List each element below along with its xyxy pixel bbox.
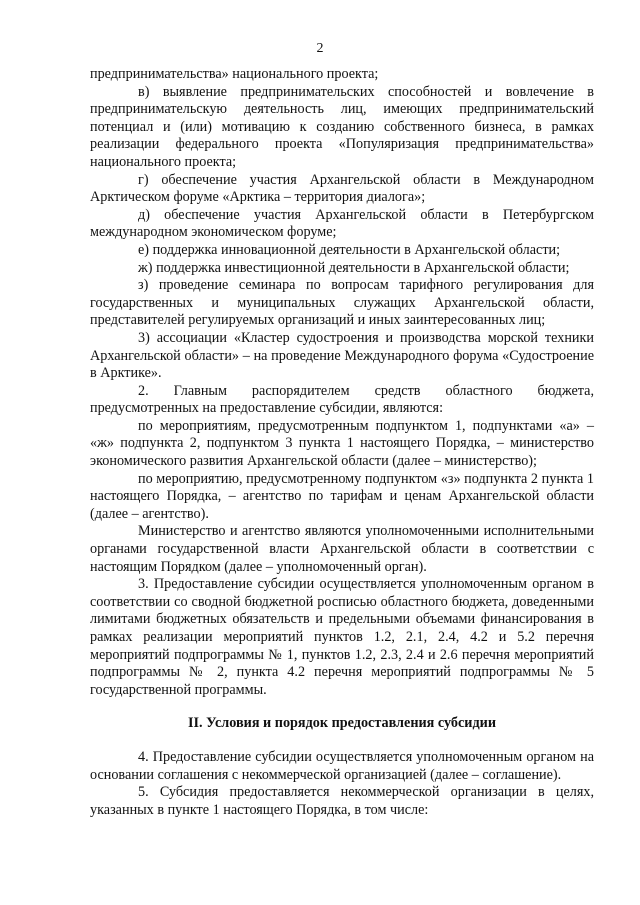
paragraph: 2. Главным распорядителем средств областного бюджета, предусмотренных на предоставление субсидии, являются: [90, 382, 594, 417]
page-number: 2 [316, 41, 324, 56]
paragraph: предпринимательства» национального проекта; [90, 66, 379, 82]
paragraph: г) обеспечение участия Архангельской области в Международном Арктическом форуме «Арктика – территория диалога»; [90, 171, 594, 206]
paragraph: 5. Субсидия предоставляется некоммерческой организации в целях, указанных в пункте 1 настоящего Порядка, в том числе: [90, 784, 594, 818]
paragraph: 4. Предоставление субсидии осуществляется уполномоченным органом на основании соглашения с некоммерческой организацией (далее – соглашение). [90, 748, 594, 783]
paragraph: ж) поддержка инвестиционной деятельности в Архангельской области; [138, 259, 570, 276]
paragraph: д) обеспечение участия Архангельской области в Петербургском международном экономическом форуме; [90, 206, 594, 241]
document-body [90, 66, 594, 819]
paragraph: 3) ассоциации «Кластер судостроения и производства морской техники Архангельской области» – на проведение Международного форума «Судостроение в Арктике». [90, 329, 594, 382]
section-title: II. Условия и порядок предоставления субсидии [187, 715, 496, 732]
paragraph: е) поддержка инновационной деятельности в Архангельской области; [138, 241, 561, 258]
paragraph: по мероприятиям, предусмотренным подпунктом 1, подпунктами «а» – «ж» подпункта 2, подпунктом 3 пункта 1 настоящего Порядка, – министерство экономического развития Архангельской области (далее – министерство); [90, 417, 594, 470]
paragraph: в) выявление предпринимательских способностей и вовлечение в предпринимательскую деятельность лиц, имеющих предпринимательский потенциал и (или) мотивацию к созданию собственного бизнеса, в рамках реализации федерального проекта «Популяризация предпринимательства» национального проекта; [90, 83, 594, 170]
paragraph: по мероприятию, предусмотренному подпунктом «з» подпункта 2 пункта 1 настоящего Порядка, – агентство по тарифам и ценам Архангельской области (далее – агентство). [90, 470, 594, 522]
paragraph: з) проведение семинара по вопросам тарифного регулирования для государственных и муниципальных служащих Архангельской области, представителей регулируемых организаций и иных заинтересованных лиц; [90, 277, 594, 329]
paragraph: Министерство и агентство являются уполномоченными исполнительными органами государственной власти Архангельской области в соответствии с настоящим Порядком (далее – уполномоченный орган). [90, 523, 594, 575]
paragraph: 3. Предоставление субсидии осуществляется уполномоченным органом в соответствии со сводной бюджетной росписью областного бюджета, доведенными лимитами бюджетных обязательств и предельными объемами финансирования в рамках реализации мероприятий пунктов 1.2, 2.1, 2.4, 4.2 и 5.2 перечня мероприятий подпрограммы № 1, пунктов 1.2, 2.3, 2.4 и 2.6 перечня мероприятий подпрограммы № 2, пункта 4.2 перечня мероприятий подпрограммы № 5 государственной программы. [90, 576, 594, 698]
